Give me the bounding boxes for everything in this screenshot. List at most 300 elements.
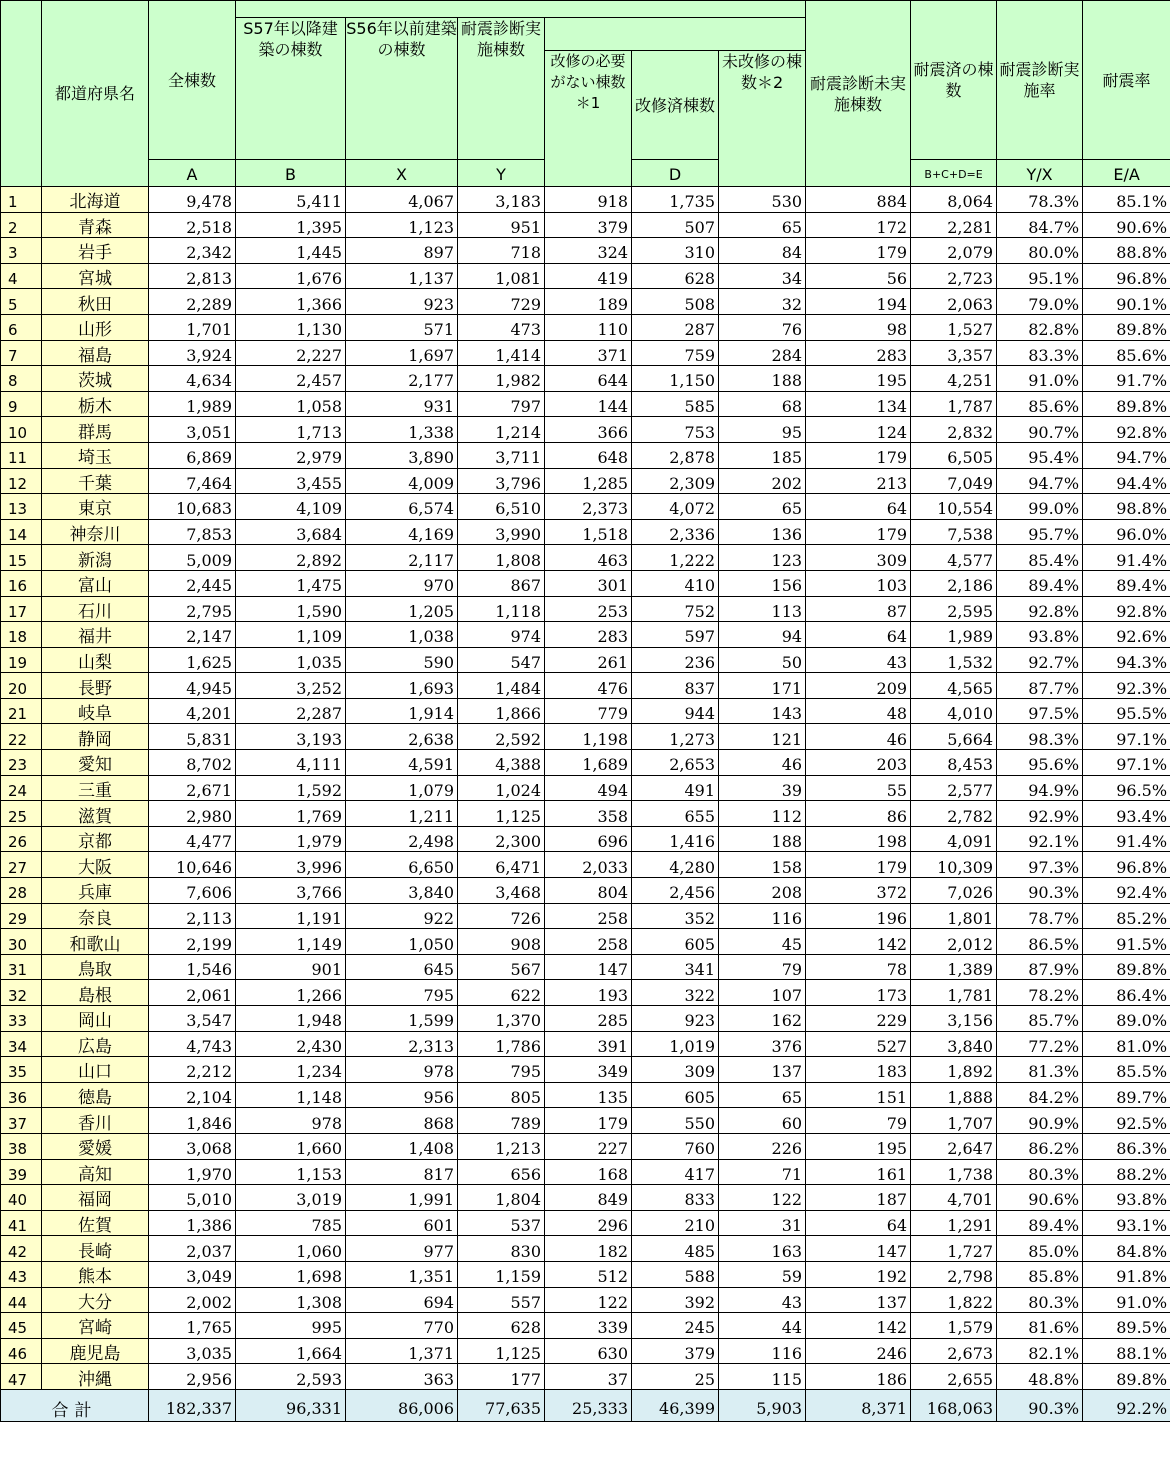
table-cell: 1,213 bbox=[458, 1133, 545, 1159]
table-cell: 789 bbox=[458, 1108, 545, 1134]
table-row bbox=[1, 366, 1170, 392]
table-row bbox=[1, 826, 1170, 852]
table-cell: 1,693 bbox=[346, 673, 458, 699]
total-cell: 168,063 bbox=[911, 1389, 997, 1421]
table-cell: 2,892 bbox=[236, 545, 346, 571]
table-cell: 78.3% bbox=[997, 187, 1083, 213]
row-number: 24 bbox=[1, 775, 42, 801]
table-cell: 7,464 bbox=[149, 468, 236, 494]
table-cell: 2,956 bbox=[149, 1364, 236, 1390]
table-cell: 91.0% bbox=[997, 366, 1083, 392]
table-cell: 1,214 bbox=[458, 417, 545, 443]
table-cell: 142 bbox=[806, 929, 911, 955]
table-cell: 85.4% bbox=[997, 545, 1083, 571]
table-cell: 951 bbox=[458, 212, 545, 238]
table-cell: 196 bbox=[806, 903, 911, 929]
total-row bbox=[1, 1389, 1170, 1421]
header-earthquake-resistant: 耐震済の棟数 bbox=[911, 1, 997, 160]
total-cell: 90.3% bbox=[997, 1389, 1083, 1421]
table-row bbox=[1, 468, 1170, 494]
table-cell: 78.7% bbox=[997, 903, 1083, 929]
table-cell: 837 bbox=[632, 673, 719, 699]
table-row bbox=[1, 980, 1170, 1006]
table-cell: 89.0% bbox=[1083, 1006, 1170, 1032]
table-cell: 995 bbox=[236, 1313, 346, 1339]
prefecture-name: 岡山 bbox=[42, 1006, 149, 1032]
table-cell: 655 bbox=[632, 801, 719, 827]
table-cell: 43 bbox=[719, 1287, 806, 1313]
table-cell: 1,060 bbox=[236, 1236, 346, 1262]
row-number: 31 bbox=[1, 954, 42, 980]
table-cell: 81.0% bbox=[1083, 1031, 1170, 1057]
table-cell: 124 bbox=[806, 417, 911, 443]
table-row bbox=[1, 698, 1170, 724]
table-cell: 309 bbox=[806, 545, 911, 571]
table-cell: 1,518 bbox=[545, 519, 632, 545]
table-cell: 1,781 bbox=[911, 980, 997, 1006]
table-cell: 179 bbox=[806, 238, 911, 264]
table-cell: 95 bbox=[719, 417, 806, 443]
table-row bbox=[1, 1133, 1170, 1159]
table-cell: 229 bbox=[806, 1006, 911, 1032]
total-cell: 86,006 bbox=[346, 1389, 458, 1421]
table-cell: 90.6% bbox=[997, 1185, 1083, 1211]
table-cell: 3,049 bbox=[149, 1261, 236, 1287]
table-cell: 1,989 bbox=[911, 622, 997, 648]
table-cell: 97.1% bbox=[1083, 750, 1170, 776]
table-cell: 3,840 bbox=[911, 1031, 997, 1057]
table-cell: 550 bbox=[632, 1108, 719, 1134]
table-cell: 1,130 bbox=[236, 314, 346, 340]
table-cell: 494 bbox=[545, 775, 632, 801]
table-cell: 65 bbox=[719, 494, 806, 520]
table-cell: 1,159 bbox=[458, 1261, 545, 1287]
row-number: 16 bbox=[1, 570, 42, 596]
total-cell: 8,371 bbox=[806, 1389, 911, 1421]
table-cell: 2,336 bbox=[632, 519, 719, 545]
code-resist-rate: E/A bbox=[1083, 160, 1170, 187]
table-cell: 923 bbox=[346, 289, 458, 315]
table-cell: 392 bbox=[632, 1287, 719, 1313]
table-cell: 1,738 bbox=[911, 1159, 997, 1185]
table-cell: 161 bbox=[806, 1159, 911, 1185]
table-cell: 4,577 bbox=[911, 545, 997, 571]
table-cell: 1,370 bbox=[458, 1006, 545, 1032]
table-cell: 43 bbox=[806, 647, 911, 673]
code-diag-rate: Y/X bbox=[997, 160, 1083, 187]
table-cell: 2,723 bbox=[911, 263, 997, 289]
table-cell: 1,989 bbox=[149, 391, 236, 417]
row-number: 1 bbox=[1, 187, 42, 213]
table-cell: 39 bbox=[719, 775, 806, 801]
table-cell: 10,554 bbox=[911, 494, 997, 520]
table-cell: 3,068 bbox=[149, 1133, 236, 1159]
table-cell: 1,222 bbox=[632, 545, 719, 571]
table-cell: 10,683 bbox=[149, 494, 236, 520]
table-row bbox=[1, 1236, 1170, 1262]
table-cell: 868 bbox=[346, 1108, 458, 1134]
table-cell: 339 bbox=[545, 1313, 632, 1339]
table-cell: 94.7% bbox=[997, 468, 1083, 494]
table-cell: 227 bbox=[545, 1133, 632, 1159]
table-row bbox=[1, 1185, 1170, 1211]
table-cell: 301 bbox=[545, 570, 632, 596]
table-cell: 89.8% bbox=[1083, 954, 1170, 980]
table-cell: 95.7% bbox=[997, 519, 1083, 545]
table-cell: 94.3% bbox=[1083, 647, 1170, 673]
table-cell: 6,505 bbox=[911, 442, 997, 468]
table-cell: 6,510 bbox=[458, 494, 545, 520]
table-cell: 753 bbox=[632, 417, 719, 443]
table-cell: 79 bbox=[806, 1108, 911, 1134]
table-row bbox=[1, 570, 1170, 596]
row-number: 3 bbox=[1, 238, 42, 264]
table-cell: 173 bbox=[806, 980, 911, 1006]
table-cell: 122 bbox=[545, 1287, 632, 1313]
table-cell: 1,035 bbox=[236, 647, 346, 673]
row-number: 9 bbox=[1, 391, 42, 417]
table-cell: 3,990 bbox=[458, 519, 545, 545]
prefecture-name: 大阪 bbox=[42, 852, 149, 878]
prefecture-name: 福岡 bbox=[42, 1185, 149, 1211]
table-cell: 85.8% bbox=[997, 1261, 1083, 1287]
table-cell: 379 bbox=[632, 1338, 719, 1364]
table-cell: 597 bbox=[632, 622, 719, 648]
table-cell: 1,599 bbox=[346, 1006, 458, 1032]
table-cell: 84.7% bbox=[997, 212, 1083, 238]
table-cell: 84.2% bbox=[997, 1082, 1083, 1108]
table-row bbox=[1, 954, 1170, 980]
table-cell: 34 bbox=[719, 263, 806, 289]
table-cell: 795 bbox=[346, 980, 458, 1006]
table-cell: 116 bbox=[719, 1338, 806, 1364]
table-cell: 476 bbox=[545, 673, 632, 699]
row-number: 39 bbox=[1, 1159, 42, 1185]
table-cell: 96.5% bbox=[1083, 775, 1170, 801]
prefecture-name: 神奈川 bbox=[42, 519, 149, 545]
prefecture-name: 鹿児島 bbox=[42, 1338, 149, 1364]
table-cell: 1,970 bbox=[149, 1159, 236, 1185]
table-cell: 1,058 bbox=[236, 391, 346, 417]
prefecture-name: 兵庫 bbox=[42, 878, 149, 904]
table-header bbox=[1, 1, 1170, 187]
table-cell: 2,457 bbox=[236, 366, 346, 392]
table-row bbox=[1, 596, 1170, 622]
table-cell: 1,234 bbox=[236, 1057, 346, 1083]
table-cell: 64 bbox=[806, 1210, 911, 1236]
table-row bbox=[1, 289, 1170, 315]
table-cell: 2,798 bbox=[911, 1261, 997, 1287]
table-cell: 817 bbox=[346, 1159, 458, 1185]
table-cell: 90.7% bbox=[997, 417, 1083, 443]
table-footer bbox=[1, 1389, 1170, 1421]
table-cell: 86.5% bbox=[997, 929, 1083, 955]
table-cell: 694 bbox=[346, 1287, 458, 1313]
table-cell: 590 bbox=[346, 647, 458, 673]
table-cell: 103 bbox=[806, 570, 911, 596]
table-cell: 296 bbox=[545, 1210, 632, 1236]
table-cell: 5,831 bbox=[149, 724, 236, 750]
table-cell: 770 bbox=[346, 1313, 458, 1339]
row-number: 8 bbox=[1, 366, 42, 392]
prefecture-name: 岩手 bbox=[42, 238, 149, 264]
table-cell: 179 bbox=[806, 852, 911, 878]
table-cell: 3,766 bbox=[236, 878, 346, 904]
table-cell: 78.2% bbox=[997, 980, 1083, 1006]
table-cell: 2,832 bbox=[911, 417, 997, 443]
table-cell: 253 bbox=[545, 596, 632, 622]
table-cell: 2,795 bbox=[149, 596, 236, 622]
table-cell: 5,010 bbox=[149, 1185, 236, 1211]
row-number: 29 bbox=[1, 903, 42, 929]
table-cell: 1,414 bbox=[458, 340, 545, 366]
table-cell: 87.9% bbox=[997, 954, 1083, 980]
table-cell: 97.3% bbox=[997, 852, 1083, 878]
table-cell: 116 bbox=[719, 903, 806, 929]
table-cell: 4,169 bbox=[346, 519, 458, 545]
prefecture-name: 高知 bbox=[42, 1159, 149, 1185]
prefecture-name: 愛知 bbox=[42, 750, 149, 776]
total-cell: 77,635 bbox=[458, 1389, 545, 1421]
table-cell: 867 bbox=[458, 570, 545, 596]
table-cell: 4,565 bbox=[911, 673, 997, 699]
table-cell: 1,351 bbox=[346, 1261, 458, 1287]
table-cell: 97.1% bbox=[1083, 724, 1170, 750]
table-cell: 147 bbox=[806, 1236, 911, 1262]
row-number: 35 bbox=[1, 1057, 42, 1083]
prefecture-name: 大分 bbox=[42, 1287, 149, 1313]
table-cell: 372 bbox=[806, 878, 911, 904]
table-cell: 5,009 bbox=[149, 545, 236, 571]
table-cell: 4,280 bbox=[632, 852, 719, 878]
table-cell: 246 bbox=[806, 1338, 911, 1364]
table-cell: 92.8% bbox=[997, 596, 1083, 622]
table-cell: 2,518 bbox=[149, 212, 236, 238]
table-cell: 85.5% bbox=[1083, 1057, 1170, 1083]
table-cell: 92.1% bbox=[997, 826, 1083, 852]
row-number: 44 bbox=[1, 1287, 42, 1313]
table-cell: 45 bbox=[719, 929, 806, 955]
table-cell: 1,546 bbox=[149, 954, 236, 980]
table-cell: 2,113 bbox=[149, 903, 236, 929]
table-cell: 977 bbox=[346, 1236, 458, 1262]
table-cell: 1,592 bbox=[236, 775, 346, 801]
prefecture-name: 奈良 bbox=[42, 903, 149, 929]
table-cell: 31 bbox=[719, 1210, 806, 1236]
table-cell: 1,285 bbox=[545, 468, 632, 494]
table-cell: 923 bbox=[632, 1006, 719, 1032]
table-cell: 512 bbox=[545, 1261, 632, 1287]
header-not-diagnosed: 耐震診断未実施棟数 bbox=[806, 1, 911, 187]
total-label: 合計 bbox=[1, 1389, 149, 1421]
table-cell: 2,287 bbox=[236, 698, 346, 724]
table-cell: 137 bbox=[806, 1287, 911, 1313]
table-cell: 4,388 bbox=[458, 750, 545, 776]
table-cell: 121 bbox=[719, 724, 806, 750]
prefecture-name: 和歌山 bbox=[42, 929, 149, 955]
table-cell: 90.3% bbox=[997, 878, 1083, 904]
table-cell: 2,186 bbox=[911, 570, 997, 596]
code-before-s56: X bbox=[346, 160, 458, 187]
table-cell: 95.1% bbox=[997, 263, 1083, 289]
table-cell: 171 bbox=[719, 673, 806, 699]
table-cell: 2,980 bbox=[149, 801, 236, 827]
table-cell: 2,592 bbox=[458, 724, 545, 750]
table-cell: 96.8% bbox=[1083, 263, 1170, 289]
table-cell: 83.3% bbox=[997, 340, 1083, 366]
prefecture-name: 秋田 bbox=[42, 289, 149, 315]
row-number: 5 bbox=[1, 289, 42, 315]
prefecture-name: 島根 bbox=[42, 980, 149, 1006]
table-cell: 137 bbox=[719, 1057, 806, 1083]
table-cell: 530 bbox=[719, 187, 806, 213]
table-cell: 203 bbox=[806, 750, 911, 776]
row-number: 7 bbox=[1, 340, 42, 366]
total-cell: 92.2% bbox=[1083, 1389, 1170, 1421]
table-cell: 198 bbox=[806, 826, 911, 852]
table-cell: 158 bbox=[719, 852, 806, 878]
table-cell: 283 bbox=[545, 622, 632, 648]
header-diag-rate: 耐震診断実施率 bbox=[997, 1, 1083, 160]
table-cell: 156 bbox=[719, 570, 806, 596]
table-cell: 87 bbox=[806, 596, 911, 622]
table-cell: 261 bbox=[545, 647, 632, 673]
table-cell: 10,646 bbox=[149, 852, 236, 878]
table-cell: 91.5% bbox=[1083, 929, 1170, 955]
prefecture-name: 香川 bbox=[42, 1108, 149, 1134]
table-row bbox=[1, 545, 1170, 571]
table-cell: 85.0% bbox=[997, 1236, 1083, 1262]
table-cell: 93.1% bbox=[1083, 1210, 1170, 1236]
table-cell: 6,869 bbox=[149, 442, 236, 468]
table-cell: 628 bbox=[458, 1313, 545, 1339]
table-cell: 1,892 bbox=[911, 1057, 997, 1083]
row-number: 18 bbox=[1, 622, 42, 648]
table-cell: 64 bbox=[806, 494, 911, 520]
table-cell: 1,050 bbox=[346, 929, 458, 955]
table-cell: 1,822 bbox=[911, 1287, 997, 1313]
table-cell: 86 bbox=[806, 801, 911, 827]
table-cell: 185 bbox=[719, 442, 806, 468]
table-cell: 65 bbox=[719, 212, 806, 238]
table-cell: 64 bbox=[806, 622, 911, 648]
prefecture-name: 茨城 bbox=[42, 366, 149, 392]
row-number: 37 bbox=[1, 1108, 42, 1134]
table-row bbox=[1, 519, 1170, 545]
code-earthquake-resistant: B+C+D=E bbox=[911, 160, 997, 187]
table-cell: 537 bbox=[458, 1210, 545, 1236]
table-cell: 189 bbox=[545, 289, 632, 315]
table-cell: 1,689 bbox=[545, 750, 632, 776]
table-cell: 1,389 bbox=[911, 954, 997, 980]
prefecture-name: 滋賀 bbox=[42, 801, 149, 827]
table-cell: 2,878 bbox=[632, 442, 719, 468]
table-cell: 236 bbox=[632, 647, 719, 673]
table-cell: 779 bbox=[545, 698, 632, 724]
table-cell: 3,468 bbox=[458, 878, 545, 904]
table-cell: 1,137 bbox=[346, 263, 458, 289]
row-number: 23 bbox=[1, 750, 42, 776]
table-cell: 557 bbox=[458, 1287, 545, 1313]
prefecture-name: 鳥取 bbox=[42, 954, 149, 980]
row-number: 4 bbox=[1, 263, 42, 289]
table-cell: 113 bbox=[719, 596, 806, 622]
table-row bbox=[1, 1082, 1170, 1108]
table-cell: 90.6% bbox=[1083, 212, 1170, 238]
table-cell: 89.4% bbox=[997, 570, 1083, 596]
table-cell: 80.0% bbox=[997, 238, 1083, 264]
row-number: 26 bbox=[1, 826, 42, 852]
row-number: 47 bbox=[1, 1364, 42, 1390]
table-cell: 760 bbox=[632, 1133, 719, 1159]
table-cell: 2,671 bbox=[149, 775, 236, 801]
table-cell: 897 bbox=[346, 238, 458, 264]
table-cell: 7,853 bbox=[149, 519, 236, 545]
table-cell: 507 bbox=[632, 212, 719, 238]
table-cell: 186 bbox=[806, 1364, 911, 1390]
row-number: 22 bbox=[1, 724, 42, 750]
table-cell: 107 bbox=[719, 980, 806, 1006]
table-cell: 622 bbox=[458, 980, 545, 1006]
row-number: 34 bbox=[1, 1031, 42, 1057]
table-cell: 92.8% bbox=[1083, 417, 1170, 443]
table-cell: 605 bbox=[632, 929, 719, 955]
table-cell: 1,713 bbox=[236, 417, 346, 443]
table-cell: 89.8% bbox=[1083, 391, 1170, 417]
table-cell: 1,866 bbox=[458, 698, 545, 724]
header-after-s57: S57年以降建築の棟数 bbox=[236, 18, 346, 160]
table-cell: 341 bbox=[632, 954, 719, 980]
table-cell: 1,808 bbox=[458, 545, 545, 571]
table-cell: 46 bbox=[719, 750, 806, 776]
table-cell: 491 bbox=[632, 775, 719, 801]
table-cell: 1,664 bbox=[236, 1338, 346, 1364]
table-cell: 1,338 bbox=[346, 417, 458, 443]
table-cell: 91.7% bbox=[1083, 366, 1170, 392]
table-cell: 1,590 bbox=[236, 596, 346, 622]
table-cell: 3,357 bbox=[911, 340, 997, 366]
table-cell: 752 bbox=[632, 596, 719, 622]
table-cell: 80.3% bbox=[997, 1159, 1083, 1185]
prefecture-name: 福島 bbox=[42, 340, 149, 366]
prefecture-name: 沖縄 bbox=[42, 1364, 149, 1390]
table-cell: 82.1% bbox=[997, 1338, 1083, 1364]
table-cell: 91.8% bbox=[1083, 1261, 1170, 1287]
table-cell: 974 bbox=[458, 622, 545, 648]
table-row bbox=[1, 212, 1170, 238]
code-diagnosed: Y bbox=[458, 160, 545, 187]
table-cell: 90.1% bbox=[1083, 289, 1170, 315]
table-cell: 1,273 bbox=[632, 724, 719, 750]
table-cell: 123 bbox=[719, 545, 806, 571]
table-cell: 3,796 bbox=[458, 468, 545, 494]
table-cell: 92.6% bbox=[1083, 622, 1170, 648]
table-cell: 89.8% bbox=[1083, 314, 1170, 340]
table-cell: 2,117 bbox=[346, 545, 458, 571]
row-number: 14 bbox=[1, 519, 42, 545]
table-cell: 485 bbox=[632, 1236, 719, 1262]
table-cell: 830 bbox=[458, 1236, 545, 1262]
table-cell: 59 bbox=[719, 1261, 806, 1287]
row-number: 45 bbox=[1, 1313, 42, 1339]
row-number: 12 bbox=[1, 468, 42, 494]
table-cell: 1,198 bbox=[545, 724, 632, 750]
row-number: 46 bbox=[1, 1338, 42, 1364]
prefecture-name: 群馬 bbox=[42, 417, 149, 443]
table-cell: 1,408 bbox=[346, 1133, 458, 1159]
table-cell: 918 bbox=[545, 187, 632, 213]
table-cell: 4,743 bbox=[149, 1031, 236, 1057]
